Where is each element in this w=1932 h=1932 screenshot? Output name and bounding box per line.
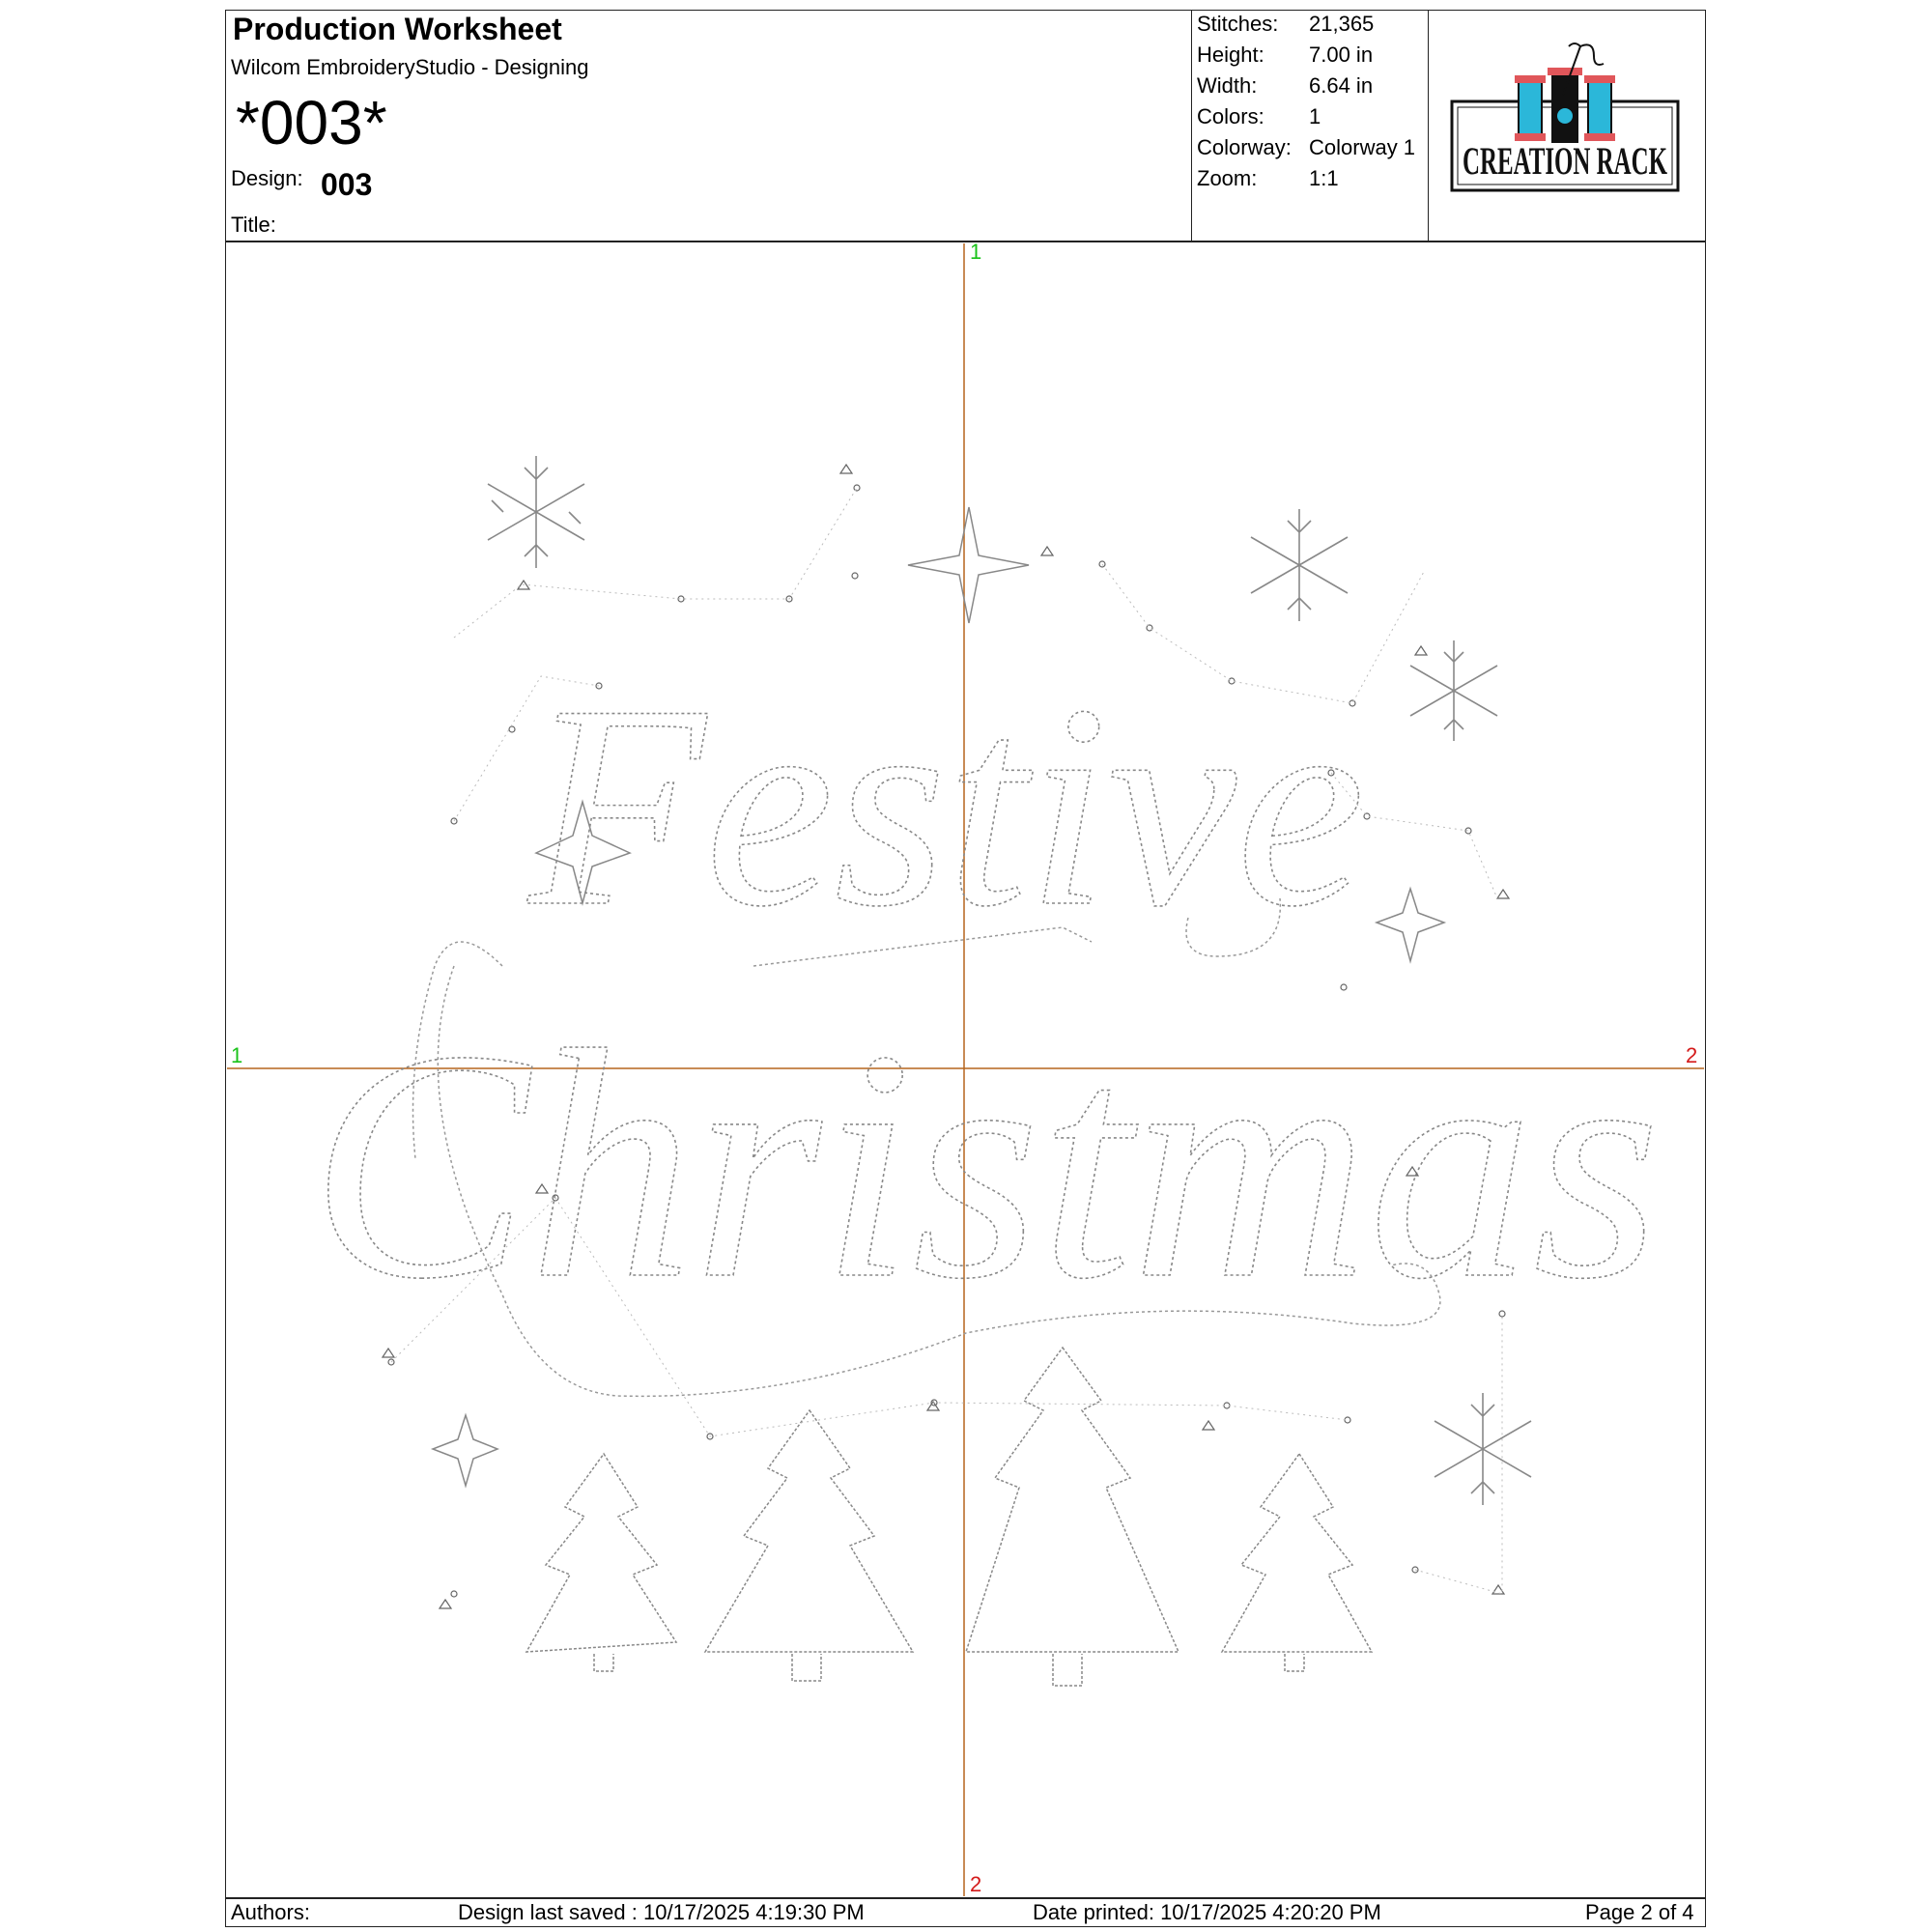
stat-value-stitches: 21,365 [1309, 12, 1375, 36]
title-label: Title: [231, 213, 276, 237]
footer-authors: Authors: [231, 1900, 310, 1924]
christmas-tree-icon [526, 1348, 1372, 1686]
stat-label-width: Width: [1197, 73, 1258, 98]
stat-label-zoom: Zoom: [1197, 166, 1258, 190]
footer-frame [225, 1898, 1706, 1927]
stat-label-colors: Colors: [1197, 104, 1264, 128]
footer-page-number: Page 2 of 4 [1585, 1900, 1694, 1924]
marker-top: 1 [970, 240, 982, 264]
stat-label-height: Height: [1197, 43, 1264, 67]
stat-value-colorway: Colorway 1 [1309, 135, 1416, 159]
design-value: 003 [321, 167, 373, 202]
stat-value-width: 6.64 in [1309, 73, 1374, 98]
design-barcode-text: *003* [236, 88, 387, 157]
marker-bottom: 2 [970, 1872, 982, 1896]
stat-value-zoom: 1:1 [1309, 166, 1339, 190]
snowflake-icon [488, 456, 1531, 1505]
footer-last-saved: Design last saved : 10/17/2025 4:19:30 PM [458, 1900, 865, 1924]
footer-date-printed: Date printed: 10/17/2025 4:20:20 PM [1033, 1900, 1381, 1924]
design-text-christmas: Christmas [309, 982, 1662, 1347]
stat-value-height: 7.00 in [1309, 43, 1374, 67]
design-text-festive: Festive [527, 645, 1366, 966]
design-label: Design: [231, 166, 303, 190]
stat-value-colors: 1 [1309, 104, 1321, 128]
marker-right: 2 [1686, 1043, 1698, 1067]
stat-label-stitches: Stitches: [1197, 12, 1279, 36]
worksheet-title: Production Worksheet [233, 12, 562, 46]
logo-text: CREATION RACK [1463, 139, 1667, 183]
marker-left: 1 [231, 1043, 243, 1067]
software-name: Wilcom EmbroideryStudio - Designing [231, 55, 589, 79]
stat-label-colorway: Colorway: [1197, 135, 1292, 159]
